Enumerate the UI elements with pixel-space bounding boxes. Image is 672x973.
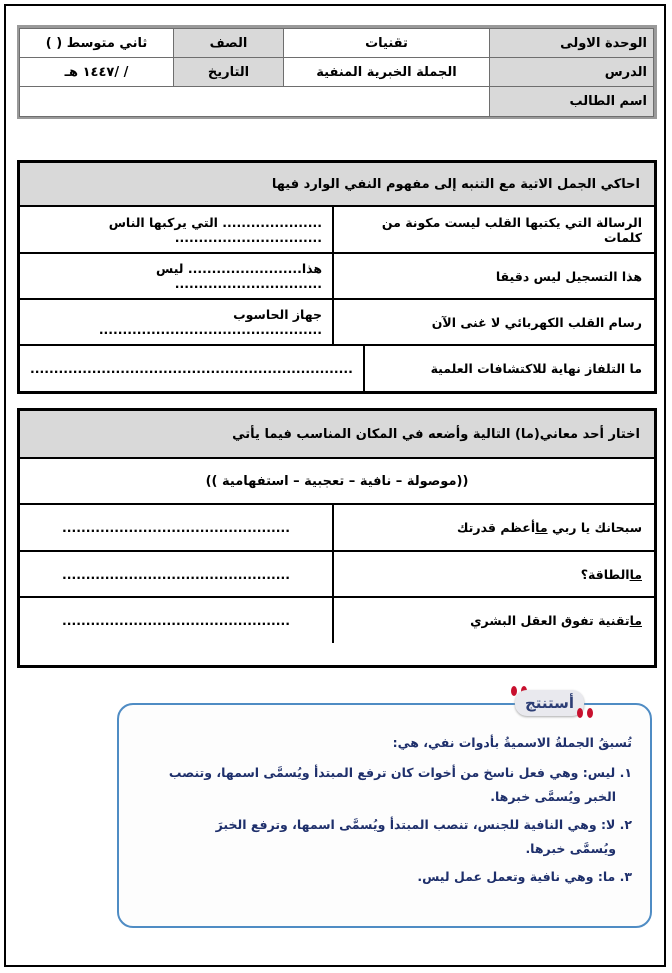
conclusion-intro: تُسبقُ الجملةُ الاسميةُ بأدوات نفي، هي: (392, 735, 632, 750)
ma-answer[interactable]: ................................................ (62, 613, 290, 628)
ma-after: أعظم قدرتك (457, 520, 536, 535)
conclusion-item-1-cont: الخبر ويُسمَّى خبرها. (490, 789, 616, 804)
conclusion-item-2-cont: ويُسمَّى خبرها. (525, 841, 616, 856)
imitation-answer[interactable]: هذا........................ ليس ............................... (156, 261, 322, 291)
ma-answer[interactable]: ................................................ (62, 520, 290, 535)
ma-before: سبحانك يا ربي (551, 520, 642, 535)
ma-meanings-section (17, 408, 657, 668)
date-label: التاريخ (174, 58, 284, 87)
ma-word: ما (535, 520, 548, 535)
lesson-label: الدرس (490, 58, 654, 87)
ma-sentence (332, 552, 654, 596)
imitation-sentence: هذا التسجيل ليس دقيقا (332, 254, 654, 298)
conclusion-item-2: ٢. لا: وهي النافية للجنس، تنصب المبتدأ ويُسمَّى اسمها، وترفع الخبرَ (215, 817, 632, 832)
imitation-sentence: ما التلفاز نهاية للاكتشافات العلمية (363, 346, 654, 391)
ma-word: ما (629, 566, 642, 582)
imitation-row (20, 254, 654, 300)
imitation-sentence: الرسالة التي يكتبها القلب ليست مكونة من كلمات (332, 207, 654, 252)
ma-meanings-title: اختار أحد معاني(ما) التالية وأضعه في المكان المناسب فيما يأتي (20, 411, 654, 459)
worksheet-header (17, 25, 657, 119)
ma-after: الطاقة؟ (580, 566, 630, 582)
imitation-section (17, 160, 657, 394)
ma-after: تقنية تفوق العقل البشري (470, 613, 630, 628)
ma-row (20, 552, 654, 598)
quote-marks-icon (575, 708, 595, 718)
student-name-field[interactable] (20, 87, 490, 117)
imitation-sentence: رسام القلب الكهربائي لا غنى الآن (332, 300, 654, 344)
lesson-value: الجملة الخبرية المنفية (284, 58, 490, 87)
imitation-answer[interactable]: .................................................................... (30, 361, 353, 376)
ma-word: ما (629, 613, 642, 628)
imitation-answer[interactable]: ..................... التي يركبها الناس ............................... (108, 214, 322, 245)
class-value[interactable]: ثاني متوسط ( ) (20, 29, 174, 58)
imitation-title: احاكي الجمل الاتية مع التنبه إلى مفهوم النفي الوارد فيها (20, 163, 654, 207)
unit-label: الوحدة الاولى (490, 29, 654, 58)
student-name-label: اسم الطالب (490, 87, 654, 117)
imitation-answer[interactable]: جهاز الحاسوب ............................................... (98, 307, 322, 337)
ma-row (20, 598, 654, 643)
date-value[interactable]: / /١٤٤٧ هـ (20, 58, 174, 87)
conclusion-item-3: ٣. ما: وهي نافية وتعمل عمل ليس. (417, 869, 632, 884)
ma-sentence (332, 505, 654, 550)
conclusion-box (117, 703, 652, 928)
ma-row (20, 505, 654, 552)
ma-options: ((موصولة – نافية – تعجبية – استفهامية )) (20, 459, 654, 505)
imitation-row (20, 207, 654, 254)
ma-answer[interactable]: ................................................ (62, 566, 290, 582)
imitation-row (20, 300, 654, 346)
imitation-row (20, 346, 654, 391)
ma-sentence (332, 598, 654, 643)
class-label: الصف (174, 29, 284, 58)
conclusion-item-1: ١. ليس: وهي فعل ناسخ من أخوات كان ترفع المبتدأ ويُسمَّى اسمها، وتنصب (168, 765, 632, 780)
unit-value: تقنيات (284, 29, 490, 58)
conclusion-badge: أستنتج (515, 690, 584, 716)
header-table (19, 28, 654, 117)
